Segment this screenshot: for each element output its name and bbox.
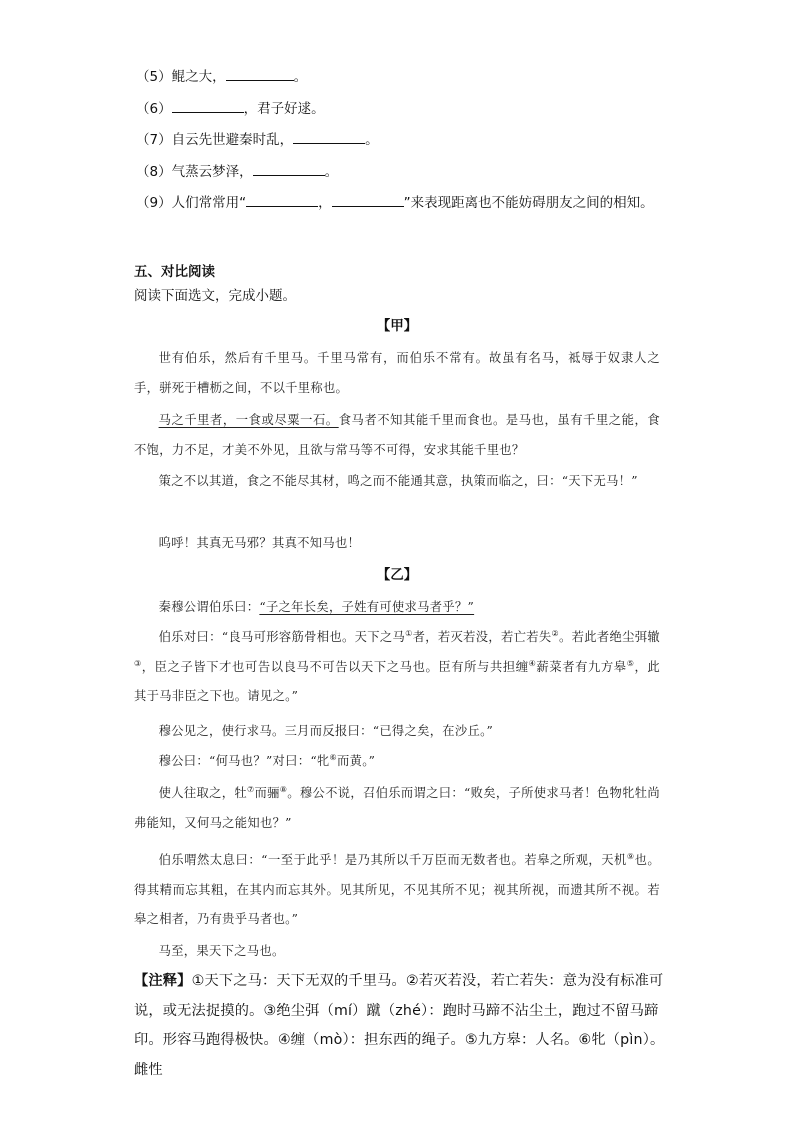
yi-paragraph-2: 伯乐对曰：“良马可形容筋骨相也。天下之马①者，若灭若没，若亡若失②。若此者绝尘弭辙③，臣之子皆下才也可告以良马不可告以天下之马也。臣有所与共担缠④薪菜者有九方皋⑤，此其于马非臣之下也。请见之。” bbox=[134, 628, 660, 703]
underlined-sentence: 马之千里者，一食或尽粟一石。 bbox=[158, 413, 339, 427]
fill-item-8: （8）气蒸云梦泽， 。 bbox=[136, 161, 338, 182]
answer-blank[interactable] bbox=[172, 98, 244, 113]
yi-paragraph-7: 马至，果天下之马也。 bbox=[158, 944, 285, 958]
section-instruction: 阅读下面选文，完成小题。 bbox=[134, 288, 296, 304]
yi-paragraph-3: 穆公见之，使行求马。三月而反报曰：“已得之矣，在沙丘。” bbox=[158, 724, 494, 738]
answer-blank[interactable] bbox=[332, 192, 404, 207]
jia-paragraph-4: 呜呼！其真无马邪？其真不知马也！ bbox=[158, 536, 361, 550]
passage-jia-title: 【甲】 bbox=[376, 318, 418, 334]
yi-paragraph-6: 伯乐喟然太息曰：“一至于此乎！是乃其所以千万臣而无数者也。若皋之所观，天机⑨也。得其精而忘其粗，在其内而忘其外。见其所见，不见其所不见；视其所视，而遗其所不视。若皋之相者，乃有贵乎马者也。” bbox=[134, 851, 660, 926]
jia-paragraph-3: 策之不以其道，食之不能尽其材，鸣之而不能通其意，执策而临之，曰：“天下无马！” bbox=[158, 474, 638, 488]
fill-item-7: （7）自云先世避秦时乱， 。 bbox=[136, 129, 379, 150]
passage-yi-title: 【乙】 bbox=[376, 567, 418, 583]
notes-label: 【注释】 bbox=[134, 973, 192, 989]
yi-paragraph-4: 穆公曰：“何马也？”对曰：“牝⑥而黄。” bbox=[158, 752, 376, 768]
fill-item-9: （9）人们常常用“ ， ”来表现距离也不能妨碍朋友之间的相知。 bbox=[136, 192, 654, 213]
fill-item-6: （6） ，君子好逑。 bbox=[136, 98, 325, 119]
yi-paragraph-5: 使人往取之，牡⑦而骊⑧。穆公不说，召伯乐而谓之曰：“败矣，子所使求马者！色物牝牡尚弗能知，又何马之能知也？” bbox=[134, 784, 661, 830]
answer-blank[interactable] bbox=[226, 66, 294, 81]
notes-text: ①天下之马：天下无双的千里马。②若灭若没，若亡若失：意为没有标准可说，或无法捉摸的。③绝尘弭（mí）蹴（zhé）：跑时马蹄不沾尘土，跑过不留马蹄印。形容马跑得极快。④缠（mò）：担东西的绳子。⑤九方皋：人名。⑥牝（pìn）。雌性 bbox=[134, 973, 665, 1078]
underlined-quote: “子之年长矣，子姓有可使求马者乎？” bbox=[259, 600, 475, 614]
jia-paragraph-1: 世有伯乐，然后有千里马。千里马常有，而伯乐不常有。故虽有名马，祗辱于奴隶人之手，骈死于槽枥之间，不以千里称也。 bbox=[134, 351, 660, 395]
jia-paragraph-2: 马之千里者，一食或尽粟一石。食马者不知其能千里而食也。是马也，虽有千里之能，食不饱，力不足，才美不外见，且欲与常马等不可得，安求其能千里也？ bbox=[134, 413, 660, 457]
annotation-notes bbox=[134, 967, 670, 1085]
fill-item-5: （5）鲲之大， 。 bbox=[136, 66, 307, 87]
section-heading: 五、对比阅读 bbox=[134, 264, 215, 280]
answer-blank[interactable] bbox=[293, 129, 365, 144]
answer-blank[interactable] bbox=[253, 161, 325, 176]
answer-blank[interactable] bbox=[246, 192, 318, 207]
yi-paragraph-1: 秦穆公谓伯乐曰：“子之年长矣，子姓有可使求马者乎？” bbox=[158, 600, 475, 614]
